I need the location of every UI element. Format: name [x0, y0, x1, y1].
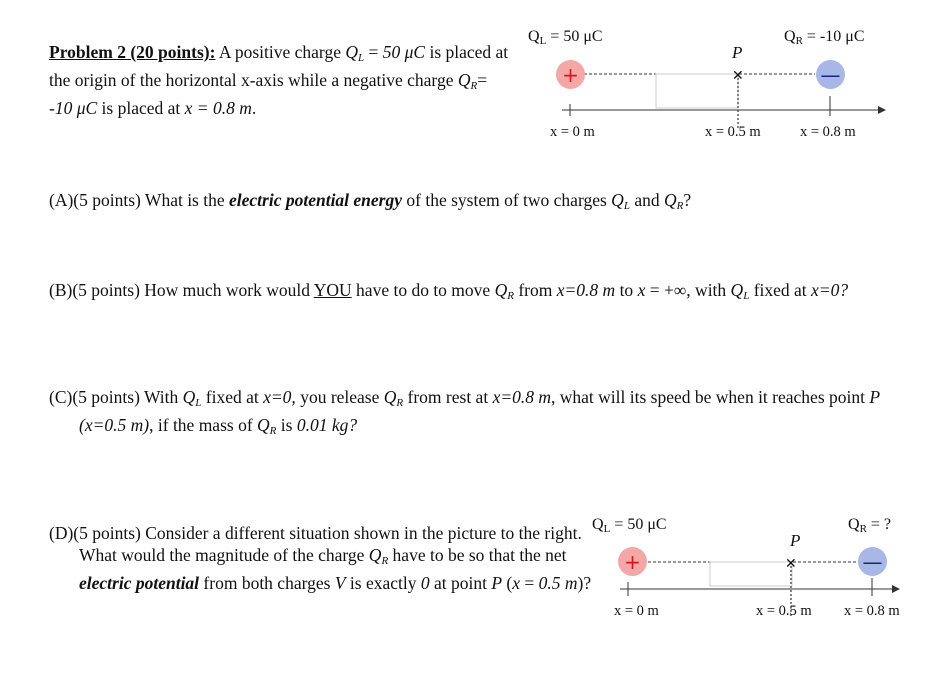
ql-label: $Q_L = 50$ μC [528, 28, 603, 47]
qr-label: $Q_R = -10$ μC [784, 28, 865, 47]
diagram-1 [530, 28, 910, 148]
x0-label-2: x = 0 m [614, 603, 659, 619]
point-p-label: P [732, 43, 743, 62]
point-p-label-2: P [790, 531, 801, 550]
xr-label-2: x = 0.8 m [844, 603, 900, 619]
x0-label: x = 0 m [550, 124, 595, 140]
problem-heading: Problem 2 (20 points): [49, 42, 216, 62]
axis-graphic [530, 28, 910, 128]
xp-label: x = 0.5 m [705, 124, 761, 140]
positive-charge-icon: + [556, 60, 585, 89]
diagram-2 [594, 516, 924, 636]
part-b: (B)(5 points) How much work would YOU have to do to move $Q_R$ from x=0.8 m to x = +∞, with $Q_L$ fixed at x=0? [49, 280, 849, 302]
ql-label-2: $Q_L = 50$ μC [592, 516, 667, 535]
point-p-cross-icon: ✕ [732, 68, 744, 84]
point-p-cross-icon-2: ✕ [785, 556, 797, 572]
xp-label-2: x = 0.5 m [756, 603, 812, 619]
negative-charge-icon: — [816, 60, 845, 89]
part-d: (D)(5 points) Consider a different situation shown in the picture to the right. What would the magnitude of the charge $Q_R$ have to be so that the net electric potential from both charges V is exactly 0 at point P (x = 0.5 m)? [49, 523, 592, 593]
negative-charge-icon-2: — [858, 547, 887, 576]
problem-statement: Problem 2 (20 points): A positive charge $Q_L = 50$ μC is placed at the origin of the horizontal x-axis while a negative charge $Q_R= -10$ μC is placed at x = 0.8 m. [49, 42, 509, 118]
positive-charge-icon-2: + [618, 547, 647, 576]
qr-label-2: $Q_R$ = ? [848, 516, 892, 535]
part-a: (A)(5 points) What is the electric potential energy of the system of two charges $Q_L$ and $Q_R$? [49, 190, 692, 212]
xr-label: x = 0.8 m [800, 124, 856, 140]
part-c: (C)(5 points) With $Q_L$ fixed at x=0, you release $Q_R$ from rest at x=0.8 m, what will its speed be when it reaches point P (x=0.5 m), if the mass of $Q_R$ is 0.01 kg? [49, 387, 880, 437]
